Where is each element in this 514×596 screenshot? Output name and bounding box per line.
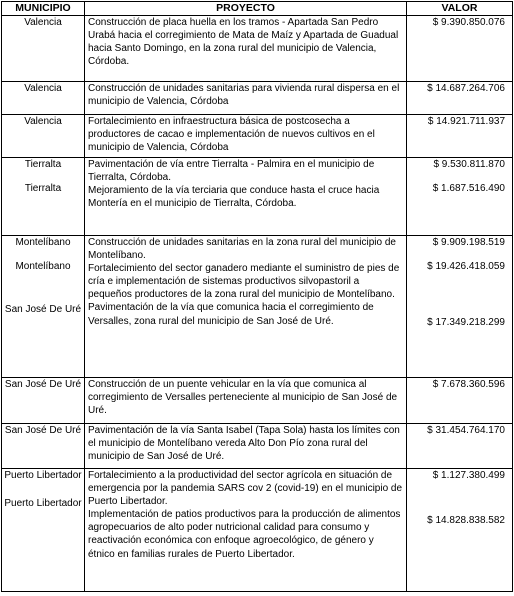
table-row bbox=[2, 82, 513, 115]
valor-entry: $ 17.349.218.299 bbox=[427, 317, 505, 329]
municipio-cell: San José De Uré bbox=[2, 378, 85, 424]
table-row bbox=[2, 158, 513, 236]
proyecto-entry: Mejoramiento de la vía terciaria que conduce hasta el cruce hacia Montería en el municipio de Tierralta, Córdoba. bbox=[88, 185, 380, 210]
valor-cell: $ 31.454.764.170 bbox=[407, 424, 513, 469]
valor-cell bbox=[407, 158, 513, 236]
proyecto-cell: Construcción de un puente vehicular en la vía que comunica al corregimiento de Versalles perteneciente al municipio de San José de Uré. bbox=[85, 378, 407, 424]
valor-cell: $ 14.921.711.937 bbox=[407, 115, 513, 158]
municipio-entry: Puerto Libertador bbox=[4, 470, 82, 481]
proyecto-cell: Fortalecimiento en infraestructura básica de postcosecha a productores de cacao e implementación de nuevos cultivos en el municipio de Valencia, Córdoba bbox=[85, 115, 407, 158]
proyecto-cell bbox=[85, 236, 407, 378]
proyecto-cell: Pavimentación de la vía Santa Isabel (Tapa Sola) hasta los límites con el municipio de Montelíbano vereda Alto Don Pío zona rural del municipio de San José de Uré. bbox=[85, 424, 407, 469]
municipio-cell bbox=[2, 158, 85, 236]
table-row bbox=[2, 16, 513, 82]
valor-entry: $ 9.909.198.519 bbox=[432, 237, 505, 248]
municipio-entry: Montelíbano bbox=[15, 261, 71, 273]
municipio-entry: Tierralta bbox=[24, 159, 62, 170]
municipio-entry: Puerto Libertador bbox=[4, 498, 82, 510]
valor-cell: $ 7.678.360.596 bbox=[407, 378, 513, 424]
valor-cell bbox=[407, 469, 513, 592]
valor-cell bbox=[407, 236, 513, 378]
valor-cell: $ 14.687.264.706 bbox=[407, 82, 513, 115]
municipio-cell bbox=[2, 469, 85, 592]
valor-entry: $ 9.530.811.870 bbox=[433, 159, 505, 170]
municipio-entry: Montelíbano bbox=[15, 237, 71, 248]
municipio-entry: San José De Uré bbox=[4, 304, 82, 316]
proyecto-entry: Implementación de patios productivos para la producción de alimentos agropecuarios de alto poder nutricional calidad para consumo y reactivación económica con enfoque agroecológico, de género y étnico en familias rurales de Puerto Libertador. bbox=[88, 509, 401, 560]
municipio-cell: Valencia bbox=[2, 115, 85, 158]
municipio-cell: Valencia bbox=[2, 82, 85, 115]
proyecto-entry: Fortalecimiento del sector ganadero mediante el suministro de pies de cría e implementación de sistemas productivos silvopastoril a pequeños productores de la zona rural del municipio de Montelíbano. bbox=[88, 263, 400, 301]
header-valor: VALOR bbox=[407, 2, 513, 16]
proyecto-entry: Fortalecimiento a la productividad del sector agrícola en situación de emergencia por la pandemia SARS cov 2 (covid-19) en el municipio de Puerto Libertador. bbox=[88, 470, 403, 508]
municipio-cell: Valencia bbox=[2, 16, 85, 82]
valor-entry: $ 14.828.838.582 bbox=[427, 515, 505, 527]
table-row bbox=[2, 236, 513, 378]
header-proyecto: PROYECTO bbox=[85, 2, 407, 16]
proyecto-entry: Construcción de unidades sanitarias en la zona rural del municipio de Montelíbano. bbox=[88, 237, 396, 262]
table-row bbox=[2, 469, 513, 592]
proyecto-entry: Pavimentación de vía entre Tierralta - Palmira en el municipio de Tierralta, Córdoba. bbox=[88, 159, 375, 184]
proyecto-cell bbox=[85, 158, 407, 236]
municipio-cell bbox=[2, 236, 85, 378]
header-row bbox=[2, 2, 513, 16]
proyecto-cell: Construcción de placa huella en los tramos - Apartada San Pedro Urabá hacia el corregimiento de Mata de Maíz y Apartada de Guadual hacia Santo Domingo, en la zona rural del municipio de Valencia, Córdoba. bbox=[85, 16, 407, 82]
valor-entry: $ 1.127.380.499 bbox=[432, 470, 505, 481]
valor-entry: $ 19.426.418.059 bbox=[427, 261, 505, 273]
proyecto-cell: Construcción de unidades sanitarias para vivienda rural dispersa en el municipio de Valencia, Córdoba bbox=[85, 82, 407, 115]
table-row bbox=[2, 378, 513, 424]
municipio-entry: Tierralta bbox=[24, 183, 62, 195]
table-row bbox=[2, 115, 513, 158]
municipio-cell: San José De Uré bbox=[2, 424, 85, 469]
header-municipio: MUNICIPIO bbox=[2, 2, 85, 16]
projects-table bbox=[1, 1, 513, 592]
proyecto-cell bbox=[85, 469, 407, 592]
valor-cell: $ 9.390.850.076 bbox=[407, 16, 513, 82]
proyecto-entry: Pavimentación de la vía que comunica hacia el corregimiento de Versalles, zona rural del municipio de San José de Uré. bbox=[88, 302, 374, 327]
valor-entry: $ 1.687.516.490 bbox=[432, 183, 505, 195]
table-row bbox=[2, 424, 513, 469]
